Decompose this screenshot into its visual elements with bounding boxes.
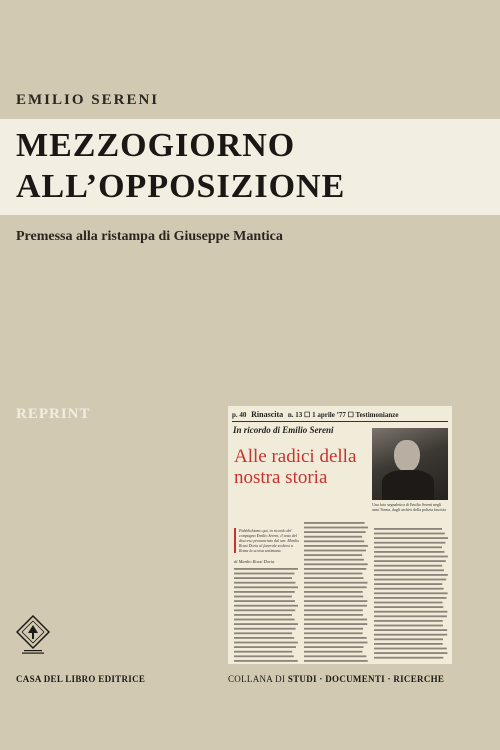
- article-text-line: [374, 615, 447, 617]
- article-text-line: [234, 568, 298, 570]
- article-text-line: [234, 628, 296, 630]
- article-text-line: [374, 542, 445, 544]
- article-text-line: [304, 559, 364, 561]
- article-text-line: [374, 574, 448, 576]
- article-text-line: [234, 582, 295, 584]
- article-text-line: [304, 655, 366, 657]
- article-text-line: [374, 652, 447, 654]
- article-text-line: [304, 609, 363, 611]
- article-text-line: [374, 643, 443, 645]
- clipping-magazine: Rinascita: [251, 410, 284, 419]
- article-text-line: [374, 565, 442, 567]
- article-text-line: [304, 545, 368, 547]
- article-text-line: [374, 551, 444, 553]
- clipping-issue: n. 13 ☐ 1 aprile ’77 ☐ Testimonianze: [287, 411, 399, 419]
- publisher-name: CASA DEL LIBRO EDITRICE: [16, 674, 146, 684]
- article-text-line: [234, 642, 298, 644]
- clipping-intro: Pubblichiamo qui, in ricordo del compagno Emilio Sereni, il testo del discorso pronunciato dal sen. Manlio Rossi Doria al funerale svoltosi a Roma la scorsa settimana.: [234, 528, 303, 553]
- clipping-byline: di Manlio Rossi Doria: [234, 559, 275, 564]
- article-text-line: [374, 634, 447, 636]
- article-text-line: [304, 591, 363, 593]
- article-text-line: [304, 632, 363, 634]
- article-text-line: [374, 528, 442, 530]
- article-text-line: [374, 606, 443, 608]
- article-text-line: [304, 651, 362, 653]
- article-text-line: [304, 614, 363, 616]
- article-text-line: [304, 563, 368, 565]
- article-text-line: [304, 586, 367, 588]
- article-text-line: [234, 632, 292, 634]
- clipping-page: p. 40: [232, 411, 247, 419]
- photo-caption: Una foto segnaletica di Emilio Sereni negli anni Trenta, dagli archivi della polizia fascista: [372, 502, 446, 512]
- article-text-line: [304, 600, 367, 602]
- article-text-line: [234, 651, 292, 653]
- article-text-line: [304, 527, 368, 529]
- clipping-headline: Alle radici della nostra storia: [234, 446, 357, 488]
- article-text-line: [374, 560, 446, 562]
- article-text-line: [304, 596, 363, 598]
- article-text-line: [234, 614, 292, 616]
- article-text-line: [304, 582, 368, 584]
- article-text-line: [234, 655, 294, 657]
- article-text-line: [374, 620, 443, 622]
- article-text-line: [234, 586, 298, 588]
- article-text-line: [374, 602, 443, 604]
- article-text-line: [374, 537, 448, 539]
- article-text-line: [374, 588, 444, 590]
- publisher-logo: [16, 615, 50, 655]
- article-text-line: [304, 646, 364, 648]
- title-band: [0, 119, 500, 215]
- article-text-line: [304, 623, 367, 625]
- article-text-line: [374, 657, 443, 659]
- clipping-kicker: In ricordo di Emilio Sereni: [233, 425, 334, 435]
- article-text-line: [234, 573, 294, 575]
- book-title: [16, 125, 345, 207]
- article-text-line: [374, 546, 442, 548]
- reprint-label: REPRINT: [16, 406, 91, 422]
- article-text-line: [374, 592, 448, 594]
- book-title-line-2: ALL’OPPOSIZIONE: [16, 168, 346, 205]
- article-text-line: [374, 638, 443, 640]
- article-text-line: [234, 600, 295, 602]
- article-text-line: [234, 596, 292, 598]
- article-text-line: [304, 550, 366, 552]
- series-name: [228, 674, 444, 684]
- article-text-line: [374, 648, 447, 650]
- article-text-line: [234, 577, 292, 579]
- article-text-line: [304, 637, 367, 639]
- article-text-line: [304, 531, 366, 533]
- article-text-line: [234, 609, 295, 611]
- article-text-line: [304, 628, 363, 630]
- article-text-line: [234, 623, 298, 625]
- article-text-line: [304, 573, 362, 575]
- article-text-line: [234, 619, 295, 621]
- article-text-line: [304, 568, 366, 570]
- article-text-line: [304, 660, 368, 662]
- article-text-line: [374, 629, 447, 631]
- series-prefix: COLLANA DI: [228, 674, 286, 684]
- article-text-line: [304, 522, 365, 524]
- article-text-line: [374, 597, 447, 599]
- article-text-line: [234, 660, 298, 662]
- series-title: STUDI · DOCUMENTI · RICERCHE: [287, 674, 445, 684]
- article-text-line: [374, 556, 448, 558]
- article-text-line: [304, 540, 364, 542]
- article-text-line: [374, 583, 442, 585]
- newspaper-clipping: [228, 406, 452, 664]
- author-name: EMILIO SERENI: [16, 92, 160, 108]
- subtitle: Premessa alla ristampa di Giuseppe Mantica: [16, 229, 283, 244]
- article-text-line: [234, 646, 296, 648]
- article-text-line: [304, 605, 367, 607]
- article-text-line: [304, 577, 364, 579]
- article-text-line: [234, 605, 298, 607]
- article-text-line: [304, 554, 362, 556]
- article-text-line: [374, 611, 447, 613]
- article-text-line: [234, 591, 295, 593]
- article-text-line: [304, 619, 367, 621]
- article-text-line: [304, 536, 362, 538]
- article-text-line: [374, 579, 446, 581]
- article-text-columns: [228, 406, 452, 664]
- article-text-line: [374, 625, 443, 627]
- article-text-line: [374, 569, 444, 571]
- book-title-line-1: MEZZOGIORNO: [16, 127, 296, 164]
- article-text-line: [234, 637, 294, 639]
- article-text-line: [374, 533, 445, 535]
- article-text-line: [304, 642, 368, 644]
